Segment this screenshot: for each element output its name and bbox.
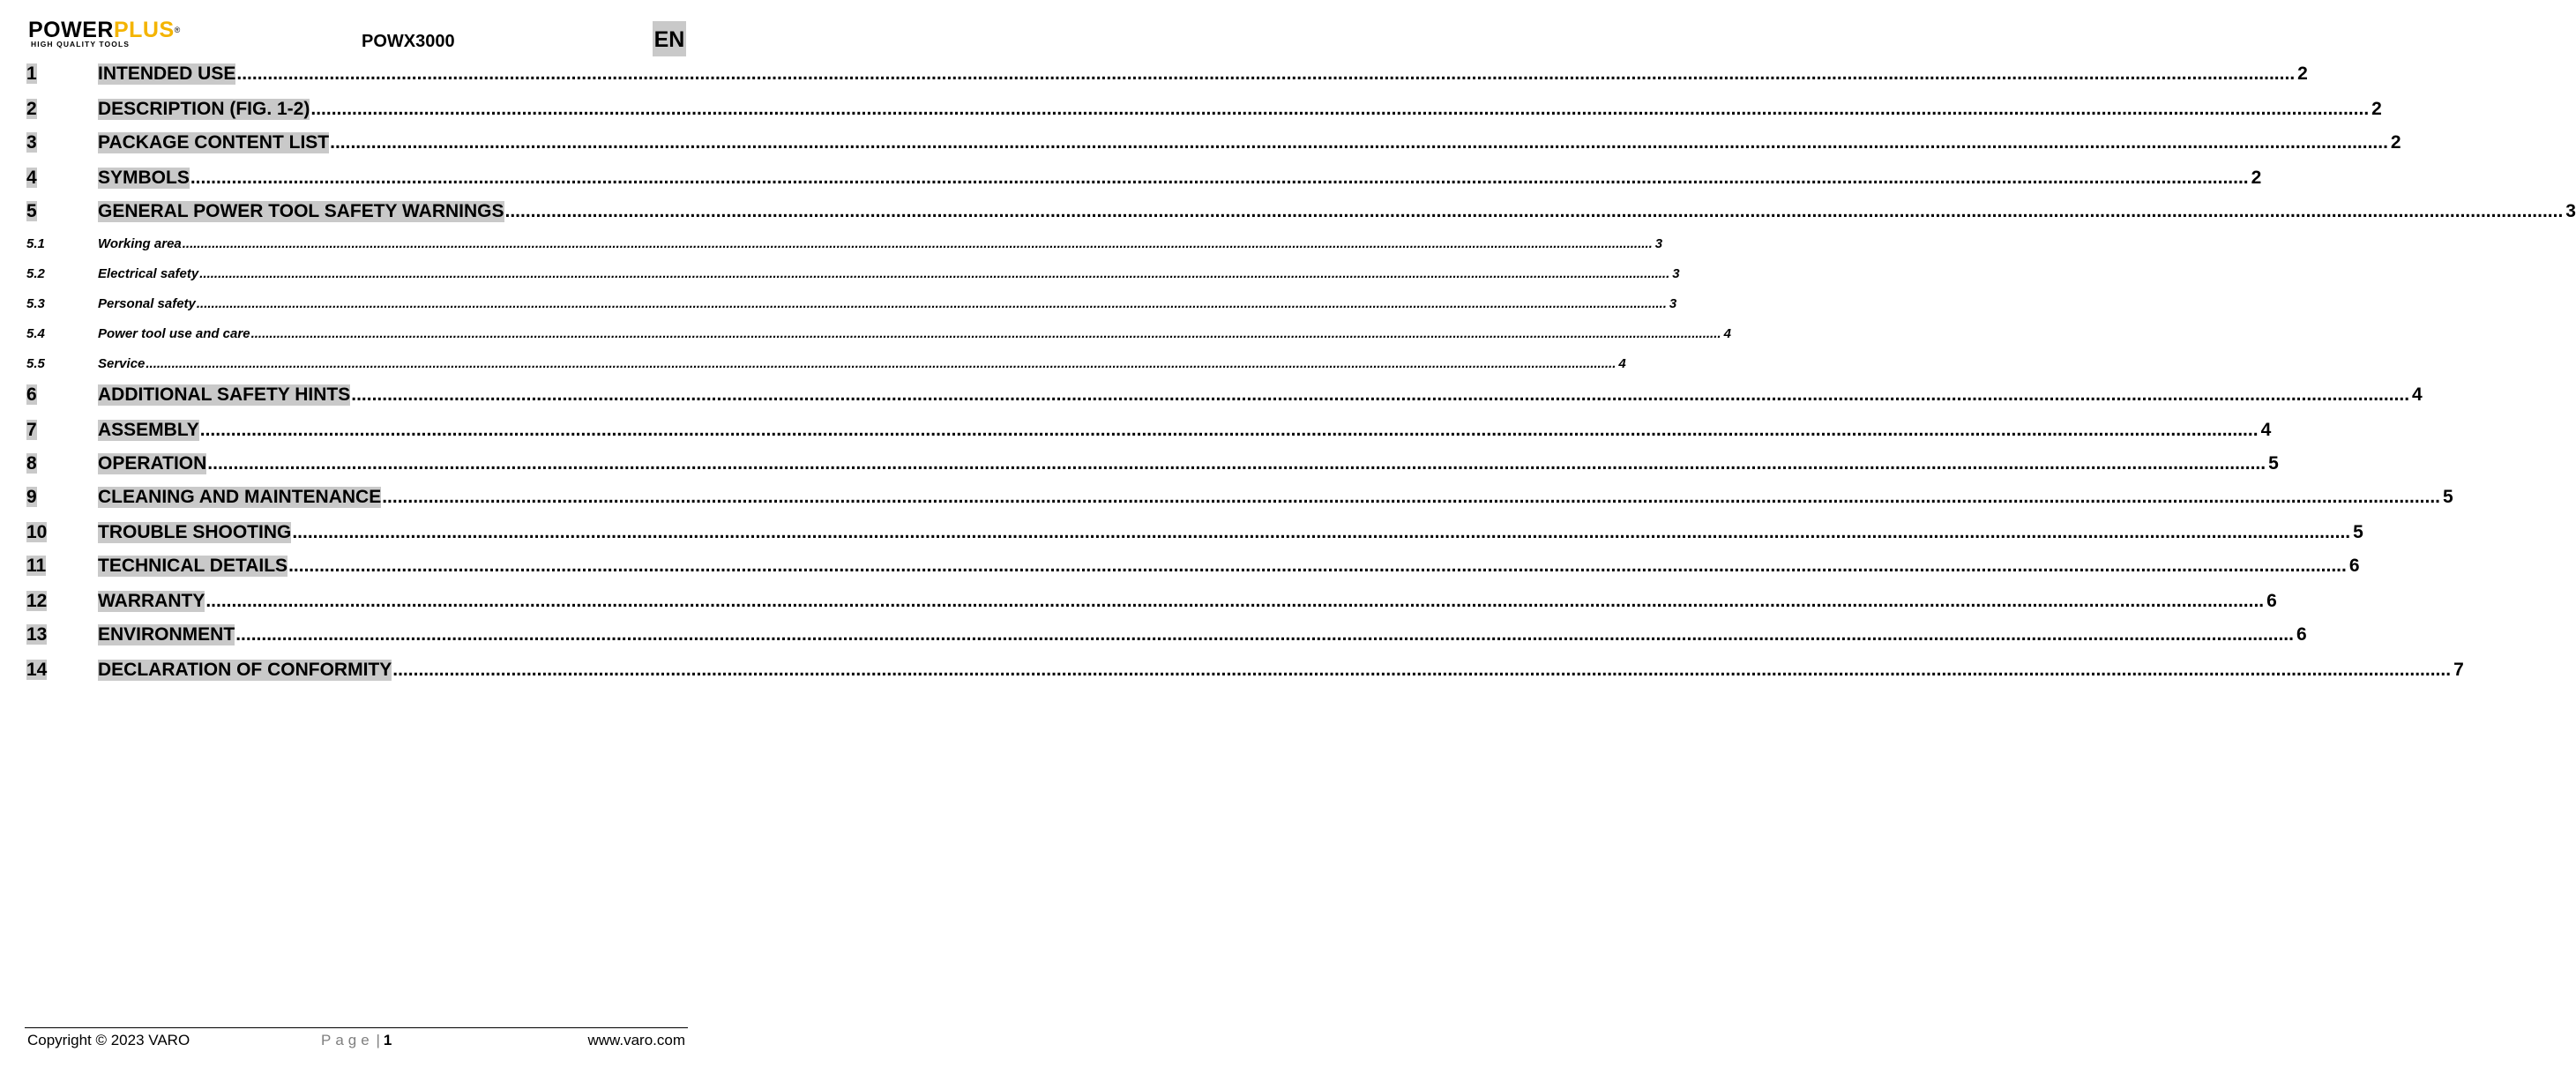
- toc-entry[interactable]: [26, 487, 2453, 508]
- toc-entry-title: ASSEMBLY: [98, 420, 199, 440]
- toc-entry-number-text: 14: [26, 660, 48, 680]
- toc-entry-title: GENERAL POWER TOOL SAFETY WARNINGS: [98, 201, 504, 221]
- toc-dot-leader: ................................................................................................................................................................................................................................................................................................................................................................................................................: [382, 487, 2441, 507]
- toc-entry-number: [26, 236, 98, 251]
- toc-dot-leader: ................................................................................................................................................................................................................................................................................................................................................................................................................: [250, 326, 1721, 341]
- toc-entry-number: [26, 624, 98, 645]
- toc-entry-number: [26, 168, 98, 189]
- toc-entry-number-text: 5.3: [26, 296, 45, 311]
- registered-mark: ®: [174, 26, 181, 34]
- footer-divider: [25, 1027, 688, 1028]
- toc-dot-leader: ................................................................................................................................................................................................................................................................................................................................................................................................................: [235, 624, 2294, 645]
- toc-dot-leader: ................................................................................................................................................................................................................................................................................................................................................................................................................: [199, 266, 1670, 281]
- toc-entry-page: 3: [1672, 266, 1680, 281]
- toc-entry[interactable]: [26, 624, 2307, 645]
- footer-website: www.varo.com: [587, 1032, 685, 1048]
- toc-entry[interactable]: [26, 201, 2576, 222]
- toc-dot-leader: ................................................................................................................................................................................................................................................................................................................................................................................................................: [182, 236, 1653, 251]
- toc-entry-title: CLEANING AND MAINTENANCE: [98, 487, 382, 507]
- toc-entry-number-text: 12: [26, 591, 48, 611]
- toc-entry-title: Working area: [98, 236, 182, 251]
- toc-dot-leader: ................................................................................................................................................................................................................................................................................................................................................................................................................: [205, 591, 2265, 611]
- toc-entry-number: [26, 132, 98, 153]
- model-number: POWX3000: [362, 32, 455, 51]
- toc-dot-leader: ................................................................................................................................................................................................................................................................................................................................................................................................................: [292, 522, 2351, 542]
- toc-entry-number: [26, 556, 98, 577]
- toc-entry-number-text: 7: [26, 420, 37, 440]
- toc-entry-number-text: 3: [26, 132, 37, 153]
- toc-entry-number-text: 5.1: [26, 236, 45, 251]
- toc-entry[interactable]: [26, 591, 2277, 612]
- toc-entry-number-text: 1: [26, 63, 37, 84]
- toc-entry-number-text: 10: [26, 522, 48, 542]
- toc-entry-page: 6: [2348, 556, 2360, 576]
- toc-entry[interactable]: [26, 296, 1677, 311]
- toc-entry-title: WARRANTY: [98, 591, 205, 611]
- toc-dot-leader: ................................................................................................................................................................................................................................................................................................................................................................................................................: [392, 660, 2452, 680]
- toc-entry-number-text: 11: [26, 556, 47, 576]
- toc-entry-page: 5: [2443, 487, 2453, 507]
- toc-entry-title: TROUBLE SHOOTING: [98, 522, 292, 542]
- toc-entry-title: Electrical safety: [98, 266, 199, 281]
- toc-entry-number-text: 9: [26, 487, 37, 507]
- toc-dot-leader: ................................................................................................................................................................................................................................................................................................................................................................................................................: [288, 556, 2347, 576]
- toc-entry-page: 2: [2251, 168, 2262, 188]
- toc-entry-page: 2: [2297, 63, 2308, 84]
- toc-entry[interactable]: [26, 420, 2272, 441]
- toc-entry-title: Personal safety: [98, 296, 196, 311]
- toc-entry[interactable]: [26, 266, 1680, 281]
- toc-entry-page: 6: [2266, 591, 2277, 611]
- toc-entry-number: [26, 63, 98, 85]
- toc-entry-number-text: 8: [26, 453, 37, 474]
- toc-dot-leader: ................................................................................................................................................................................................................................................................................................................................................................................................................: [196, 296, 1667, 311]
- toc-entry-number: [26, 266, 98, 281]
- toc-entry-number: [26, 296, 98, 311]
- toc-entry-number-text: 2: [26, 99, 37, 119]
- toc-entry-title: SYMBOLS: [98, 168, 190, 188]
- toc-entry[interactable]: [26, 132, 2401, 153]
- logo-word-power: POWER: [28, 18, 114, 42]
- toc-entry-number-text: 5.4: [26, 326, 45, 341]
- toc-entry[interactable]: [26, 453, 2279, 474]
- toc-entry-title: DECLARATION OF CONFORMITY: [98, 660, 392, 680]
- toc-dot-leader: ................................................................................................................................................................................................................................................................................................................................................................................................................: [199, 420, 2259, 440]
- powerplus-logo: [28, 18, 222, 49]
- toc-entry-title: PACKAGE CONTENT LIST: [98, 132, 330, 153]
- toc-dot-leader: ................................................................................................................................................................................................................................................................................................................................................................................................................: [146, 356, 1617, 371]
- footer-page-indicator: [321, 1032, 392, 1049]
- toc-entry-page: 5: [2268, 453, 2279, 474]
- toc-entry-title: Power tool use and care: [98, 326, 250, 341]
- toc-entry-number-text: 6: [26, 384, 37, 405]
- toc-entry-title: Service: [98, 356, 146, 371]
- toc-entry[interactable]: [26, 326, 1731, 341]
- toc-dot-leader: ................................................................................................................................................................................................................................................................................................................................................................................................................: [504, 201, 2564, 221]
- toc-entry-number-text: 5: [26, 201, 37, 221]
- toc-entry-number-text: 13: [26, 624, 48, 645]
- toc-entry-number: [26, 660, 98, 681]
- logo-tagline: HIGH QUALITY TOOLS: [31, 40, 131, 48]
- footer-copyright: Copyright © 2023 VARO: [27, 1032, 190, 1048]
- toc-dot-leader: ................................................................................................................................................................................................................................................................................................................................................................................................................: [351, 384, 2410, 405]
- toc-entry-number: [26, 420, 98, 441]
- toc-entry-number-text: 4: [26, 168, 37, 188]
- toc-entry-number: [26, 453, 98, 474]
- toc-entry-number-text: 5.5: [26, 356, 45, 371]
- toc-dot-leader: ................................................................................................................................................................................................................................................................................................................................................................................................................: [190, 168, 2249, 188]
- toc-entry[interactable]: [26, 63, 2308, 85]
- page-number: 1: [383, 1032, 392, 1048]
- toc-entry-page: 3: [1669, 296, 1677, 311]
- toc-entry-page: 5: [2353, 522, 2363, 542]
- toc-entry-title: DESCRIPTION (FIG. 1-2): [98, 99, 310, 119]
- toc-entry-title: INTENDED USE: [98, 63, 236, 84]
- toc-entry-page: 4: [2260, 420, 2272, 440]
- toc-entry-number: [26, 99, 98, 120]
- toc-entry-page: 4: [1723, 326, 1731, 341]
- toc-entry-page: 6: [2296, 624, 2307, 645]
- toc-entry-page: 4: [1618, 356, 1626, 371]
- toc-entry-title: TECHNICAL DETAILS: [98, 556, 288, 576]
- toc-entry-page: 7: [2453, 660, 2464, 680]
- toc-entry[interactable]: [26, 660, 2464, 681]
- toc-entry[interactable]: [26, 556, 2360, 577]
- toc-entry[interactable]: [26, 168, 2262, 189]
- logo-word-plus: PLUS: [113, 18, 175, 42]
- logo-wordmark: [28, 18, 181, 42]
- toc-entry-page: 3: [2565, 201, 2576, 221]
- toc-dot-leader: ................................................................................................................................................................................................................................................................................................................................................................................................................: [310, 99, 2370, 119]
- toc-entry-number: [26, 201, 98, 222]
- toc-entry-page: 3: [1654, 236, 1663, 251]
- toc-entry-number: [26, 356, 98, 371]
- toc-entry[interactable]: [26, 522, 2363, 543]
- toc-entry-number: [26, 487, 98, 508]
- toc-entry-number: [26, 384, 98, 406]
- toc-dot-leader: ................................................................................................................................................................................................................................................................................................................................................................................................................: [236, 63, 2296, 84]
- toc-entry[interactable]: [26, 236, 1663, 251]
- toc-dot-leader: ................................................................................................................................................................................................................................................................................................................................................................................................................: [330, 132, 2388, 153]
- page-label: Page: [321, 1032, 374, 1048]
- page-separator: |: [376, 1032, 380, 1048]
- toc-entry-page: 2: [2390, 132, 2401, 153]
- toc-entry[interactable]: [26, 99, 2382, 120]
- language-badge: EN: [653, 21, 686, 56]
- toc-entry-number: [26, 591, 98, 612]
- toc-entry-page: 4: [2412, 384, 2423, 405]
- toc-entry[interactable]: [26, 384, 2423, 406]
- toc-dot-leader: ................................................................................................................................................................................................................................................................................................................................................................................................................: [207, 453, 2266, 474]
- toc-entry-number-text: 5.2: [26, 266, 45, 281]
- toc-entry-page: 2: [2371, 99, 2382, 119]
- toc-entry-title: ENVIRONMENT: [98, 624, 235, 645]
- toc-entry-title: OPERATION: [98, 453, 207, 474]
- toc-entry-title: ADDITIONAL SAFETY HINTS: [98, 384, 351, 405]
- toc-entry-number: [26, 326, 98, 341]
- toc-entry[interactable]: [26, 356, 1626, 371]
- toc-entry-number: [26, 522, 98, 543]
